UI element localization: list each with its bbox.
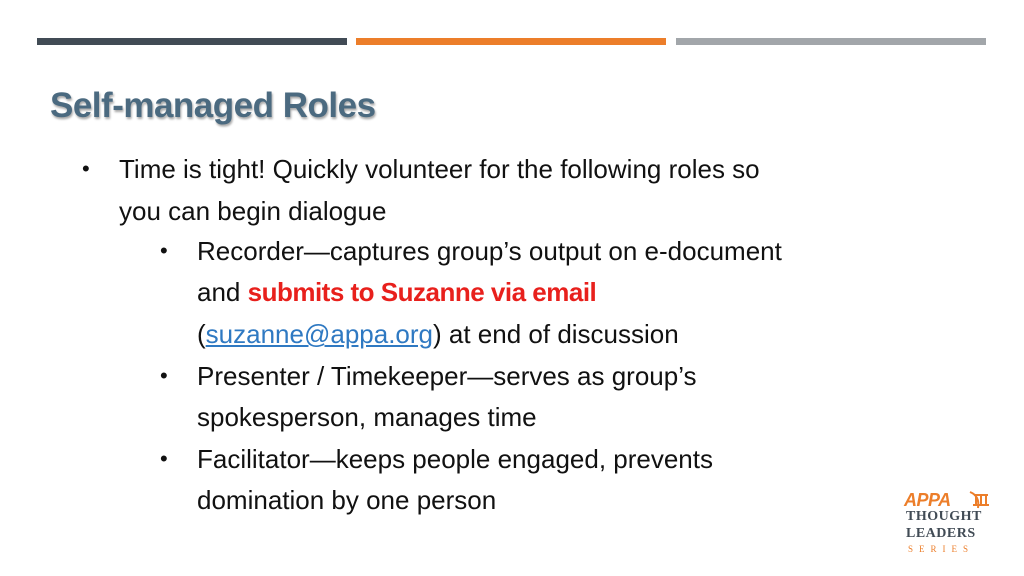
appa-thought-leaders-logo: [896, 486, 996, 558]
bullet-recorder-line3: [197, 315, 679, 353]
bullet-presenter-line2: spokesperson, manages time: [197, 402, 537, 432]
slide-title: Self-managed Roles: [50, 86, 376, 125]
bullet-main-line1: Time is tight! Quickly volunteer for the following roles so: [119, 154, 760, 184]
bullet-marker: •: [82, 156, 90, 181]
recorder-line2-prefix: and: [197, 277, 248, 307]
email-link[interactable]: suzanne@appa.org: [205, 319, 434, 349]
bullet-facilitator-line2: domination by one person: [197, 485, 497, 515]
bullet-marker: •: [160, 363, 168, 388]
bullet-main-line2: you can begin dialogue: [119, 196, 387, 226]
bullet-recorder-line2: [197, 273, 596, 311]
bullet-recorder-line1: Recorder—captures group’s output on e-document: [197, 236, 782, 266]
logo-leaders-text: LEADERS: [906, 526, 976, 541]
bullet-facilitator-line1: Facilitator—keeps people engaged, prevents: [197, 444, 713, 474]
bullet-presenter-line1: Presenter / Timekeeper—serves as group’s: [197, 361, 697, 391]
bullet-marker: •: [160, 238, 168, 263]
recorder-line3-rest: ) at end of discussion: [433, 319, 679, 349]
bullet-marker: •: [160, 446, 168, 471]
header-bar-orange: [356, 38, 666, 45]
header-bar-dark: [37, 38, 347, 45]
logo-thought-text: THOUGHT: [906, 509, 982, 524]
paren-open: (: [197, 319, 206, 349]
logo-appa-text: APPA: [904, 490, 951, 510]
highlight-submit-email: submits to Suzanne via email: [247, 277, 597, 307]
logo-series-text: SERIES: [908, 544, 975, 554]
header-bar-gray: [676, 38, 986, 45]
